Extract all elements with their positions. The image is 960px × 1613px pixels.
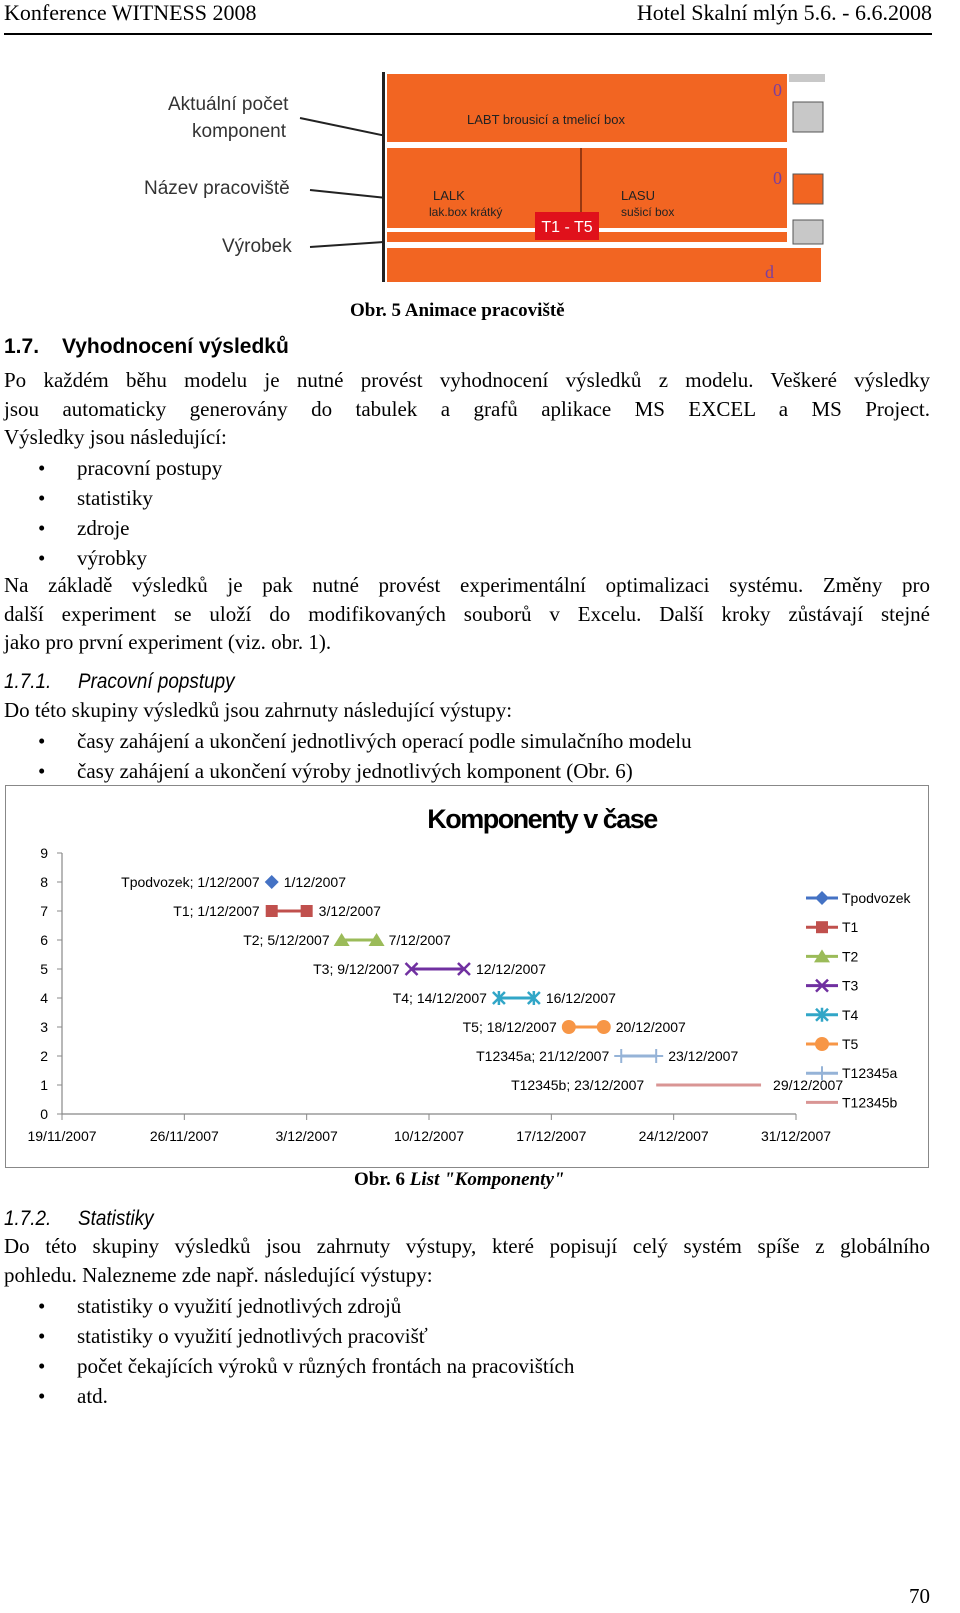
data-label-end: 23/12/2007 — [668, 1048, 739, 1064]
series-tpodvozek — [121, 874, 346, 890]
series — [121, 874, 843, 1093]
fig5-animation-image — [382, 72, 825, 282]
x-tick-label: 31/12/2007 — [760, 1128, 832, 1144]
series-t1 — [173, 903, 381, 919]
x-tick-label: 24/12/2007 — [638, 1128, 709, 1144]
list-item: • časy zahájení a ukončení výroby jednotlivých komponent (Obr. 6) — [0, 756, 930, 786]
list-item: • výrobky — [0, 543, 930, 573]
fig5-counter-1: 0 — [773, 80, 782, 100]
list-item: • statistiky o využití jednotlivých zdrojů — [0, 1291, 930, 1321]
data-label-end: 1/12/2007 — [283, 874, 347, 890]
fig5-label-product: Výrobek — [222, 236, 292, 257]
legend-label: T5 — [842, 1036, 859, 1052]
fig5-lasu-text-2: sušicí box — [621, 205, 675, 219]
x-tick-label: 17/12/2007 — [516, 1128, 587, 1144]
data-point — [301, 905, 313, 917]
legend-item-t5 — [806, 1036, 859, 1052]
data-label-end: 3/12/2007 — [318, 903, 381, 919]
fig5-animation-svg — [385, 72, 825, 282]
data-label-start: T1; 1/12/2007 — [173, 903, 260, 919]
data-point — [614, 1049, 628, 1063]
list-item: • statistiky o využití jednotlivých pracovišť — [0, 1321, 930, 1351]
data-point — [815, 1037, 829, 1051]
data-label-start: T12345b; 23/12/2007 — [511, 1077, 645, 1093]
section-172-list — [0, 1291, 930, 1411]
fig5-red-tag-text: T1 - T5 — [541, 219, 593, 236]
legend-label: T12345b — [842, 1094, 898, 1111]
fig5-label-count-2: komponent — [192, 121, 287, 142]
legend-item-tpodvozek — [806, 890, 911, 906]
legend-item-t2 — [806, 948, 859, 964]
y-tick-label: 6 — [40, 932, 48, 948]
data-label-start: T2; 5/12/2007 — [243, 932, 330, 948]
section-172-intro-line-1: Do této skupiny výsledků jsou zahrnuty výstupy, které popisují celý systém spíše z globálního — [4, 1234, 930, 1258]
header-left: Konference WITNESS 2008 — [4, 0, 257, 25]
gantt-chart-svg — [6, 786, 928, 1167]
legend-label: Tpodvozek — [842, 890, 911, 906]
section-17-para-2 — [4, 571, 930, 657]
series-t12345b — [511, 1077, 843, 1093]
y-tick-label: 0 — [40, 1106, 48, 1122]
legend-label: T2 — [842, 948, 859, 965]
fig5-label-workplace: Název pracoviště — [144, 178, 290, 199]
x-tick-label: 19/11/2007 — [27, 1128, 97, 1144]
fig5-side-panel-3 — [793, 220, 823, 244]
section-17-title: Vyhodnocení výsledků — [62, 335, 289, 358]
series-t5 — [463, 1019, 686, 1035]
section-171-intro: Do této skupiny výsledků jsou zahrnuty následující výstupy: — [4, 698, 513, 722]
section-172-intro — [4, 1232, 930, 1289]
legend-item-t4 — [806, 1007, 859, 1023]
data-label-start: T3; 9/12/2007 — [313, 961, 400, 977]
gantt-chart — [5, 785, 929, 1168]
list-item: • časy zahájení a ukončení jednotlivých operací podle simulačního modelu — [0, 726, 930, 756]
fig5-side-panel-1 — [793, 102, 823, 132]
data-point — [816, 921, 828, 933]
section-17-intro — [4, 366, 930, 452]
list-item: • atd. — [0, 1381, 930, 1411]
legend-label: T12345a — [842, 1065, 898, 1082]
fig5-side-panel-2 — [793, 174, 823, 204]
data-label-end: 12/12/2007 — [475, 961, 547, 977]
data-label-end: 20/12/2007 — [615, 1019, 686, 1035]
section-171-number: 1.7.1. — [4, 670, 52, 693]
fig5-counter-3: d — [765, 262, 774, 282]
page-number: 70 — [909, 1584, 930, 1608]
section-17-para-2-line-3: jako pro první experiment (viz. obr. 1). — [4, 630, 332, 654]
y-tick-label: 2 — [40, 1048, 48, 1064]
data-point — [266, 905, 278, 917]
data-label-start: T12345a; 21/12/2007 — [476, 1048, 610, 1064]
section-172-title: Statistiky — [78, 1207, 154, 1230]
x-ticks — [27, 1114, 831, 1144]
y-tick-label: 9 — [40, 845, 48, 861]
fig5-lalk-text-2: lak.box krátký — [429, 205, 503, 219]
fig5-labt-text: LABT brousicí a tmelicí box — [467, 112, 625, 127]
chart-title: Komponenty v čase — [427, 804, 657, 834]
list-item: • zdroje — [0, 513, 930, 543]
fig6-caption-italic: List "Komponenty" — [409, 1169, 565, 1190]
section-17-para-2-line-2: další experiment se uloží do modifikovaných souborů v Excelu. Další kroky zůstávají stejné — [4, 601, 930, 626]
fig5-counter-2: 0 — [773, 168, 782, 188]
header-right: Hotel Skalní mlýn 5.6. - 6.6.2008 — [636, 0, 932, 25]
fig5-label-count-1: Aktuální počet — [168, 94, 289, 115]
data-point — [649, 1049, 663, 1063]
section-17-para-2-line-1: Na základě výsledků je pak nutné provést experimentální optimalizaci systému. Změny pro — [4, 573, 930, 597]
series-t4 — [393, 990, 616, 1006]
section-17-intro-line-3: Výsledky jsou následující: — [4, 425, 227, 449]
data-point — [562, 1020, 576, 1034]
legend-item-t3 — [806, 978, 859, 994]
y-tick-label: 8 — [40, 874, 48, 890]
data-label-end: 7/12/2007 — [388, 932, 451, 948]
legend-label: T4 — [842, 1006, 859, 1023]
list-item: • pracovní postupy — [0, 453, 930, 483]
x-tick-label: 26/11/2007 — [149, 1128, 219, 1144]
fig6-caption — [354, 1168, 564, 1192]
fig5-lasu-text-1: LASU — [621, 188, 655, 203]
y-ticks — [40, 845, 62, 1122]
fig5-lalk-text-1: LALK — [433, 188, 465, 203]
section-172-number: 1.7.2. — [4, 1207, 52, 1230]
data-point — [597, 1020, 611, 1034]
series-t12345a — [476, 1048, 738, 1064]
section-171-list — [0, 726, 930, 786]
y-tick-label: 4 — [40, 990, 48, 1006]
legend — [806, 890, 911, 1110]
fig5-caption: Obr. 5 Animace pracoviště — [350, 300, 565, 321]
data-label-start: T5; 18/12/2007 — [462, 1019, 557, 1035]
fig5-box-lower — [387, 248, 821, 282]
section-17-intro-line-2: jsou automaticky generovány do tabulek a grafů aplikace MS EXCEL a MS Project. — [4, 396, 930, 421]
legend-label: T1 — [842, 919, 859, 936]
data-label-end: 16/12/2007 — [545, 990, 616, 1006]
y-tick-label: 7 — [40, 903, 48, 919]
list-item: • počet čekajících výroků v různých frontách na pracovištích — [0, 1351, 930, 1381]
data-label-start: Tpodvozek; 1/12/2007 — [121, 874, 260, 890]
data-label-start: T4; 14/12/2007 — [392, 990, 487, 1006]
y-tick-label: 1 — [40, 1077, 48, 1093]
list-item: • statistiky — [0, 483, 930, 513]
section-17-number: 1.7. — [4, 335, 40, 358]
x-tick-label: 10/12/2007 — [393, 1128, 465, 1144]
series-t3 — [313, 961, 546, 977]
fig6-caption-prefix: Obr. 6 — [354, 1169, 410, 1190]
legend-item-t1 — [806, 919, 859, 935]
data-point — [815, 891, 829, 905]
section-17-list — [0, 453, 930, 573]
section-17-intro-line-1: Po každém běhu modelu je nutné provést vyhodnocení výsledků z modelu. Veškeré výsledky — [4, 368, 930, 392]
section-172-intro-line-2: pohledu. Nalezneme zde např. následující výstupy: — [4, 1262, 433, 1287]
y-tick-label: 5 — [40, 961, 48, 977]
series-t2 — [243, 932, 451, 948]
y-tick-label: 3 — [40, 1019, 48, 1035]
legend-label: T3 — [842, 977, 859, 994]
x-tick-label: 3/12/2007 — [275, 1128, 338, 1144]
legend-item-t12345b — [806, 1094, 897, 1110]
fig5-box-labt — [387, 74, 787, 142]
section-171-title: Pracovní popstupy — [78, 670, 235, 693]
data-label-end: 29/12/2007 — [773, 1077, 844, 1093]
data-point — [265, 875, 279, 889]
